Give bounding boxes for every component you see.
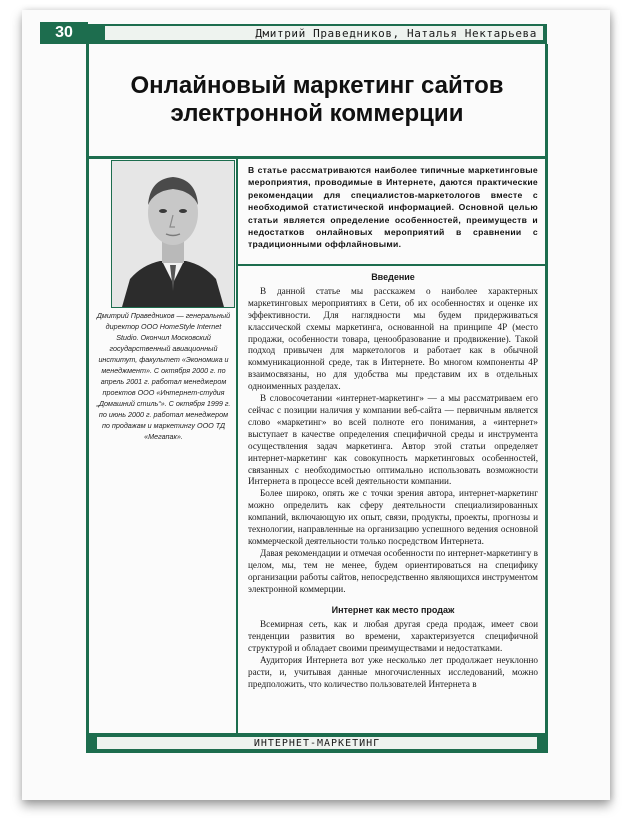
paragraph: Давая рекомендации и отмечая особенности по интернет-маркетингу в целом, мы, тем не менее, будем ориентироваться на специфику организации работы сайтов, непосредственно являющихся инструментом электронной коммерции. bbox=[248, 547, 538, 594]
author-bio: Дмитрий Праведников — генеральный директор ООО HomeStyle Internet Studio. Окончил Московский государственный авиационный институт, факультет «Экономика и менеджмент». С октября 2000 г. по апрель 2001 г. работал менеджером проектов ООО «Интернет-студия „Домашний стиль“». С октября 1999 г. по июнь 2000 г. работал менеджером по продажам и маркетингу ООО ТД «Мегапак». bbox=[96, 311, 231, 441]
section-heading-intro: Введение bbox=[371, 272, 415, 282]
paragraph: В словосочетании «интернет-маркетинг» — а мы рассматриваем его сейчас с позиции наличия у компании веб-сайта — первичным является слово «маркетинг» во всей полноте его понимания, а «интернет» выступает в качестве определения специфичной среды и инструмента осуществления задач маркетинга. Автор этой статьи определяет интернет-маркетинг как совокупность маркетинговых особенностей, связанных с необходимостью оптимально использовать возможности Интернета в процессе всей деятельности компании. bbox=[248, 393, 538, 487]
article-title-line2: электронной коммерции bbox=[170, 100, 464, 127]
paragraph: Аудитория Интернета вот уже несколько лет продолжает неуклонно расти, и, учитывая данные многочисленных исследований, можно предположить, что количество пользователей Интернета в bbox=[248, 655, 538, 689]
article-body bbox=[248, 272, 538, 691]
running-footer-section: ИНТЕРНЕТ-МАРКЕТИНГ bbox=[96, 736, 538, 750]
abstract-divider bbox=[238, 264, 545, 266]
author-portrait-image bbox=[112, 161, 234, 307]
frame-right-rule bbox=[545, 44, 548, 744]
author-photo bbox=[111, 160, 235, 308]
column-divider bbox=[236, 159, 238, 733]
section-heading-internet-sales: Интернет как место продаж bbox=[331, 605, 455, 616]
running-header-authors: Дмитрий Праведников, Наталья Нектарьева bbox=[104, 25, 544, 41]
paragraph: В данной статье мы расскажем о наиболее характерных маркетинговых мероприятиях в Сети, об их особенностях и оценке их эффективности. Для наглядности мы будем придерживаться классической схемы маркетинга, основанной на принципе 4P (место продажи, особенности товара, ценообразование и продвижение). Такой подход привычен для маркетологов и работает как в обычной коммуникационной среде, так в Интернете. Во многом компоненты 4P взаимосвязаны, но для удобства мы представим их в отдельных одноименных разделах. bbox=[248, 285, 538, 392]
title-block bbox=[89, 44, 545, 159]
article-title-line1: Онлайновый маркетинг сайтов bbox=[130, 72, 504, 99]
page-number: 30 bbox=[40, 22, 88, 44]
article-abstract: В статье рассматриваются наиболее типичные маркетинговые мероприятия, проводимые в Интернете, даются практические рекомендации для специалистов-маркетологов вместе с необходимой статистической информацией. Основной целью статьи является определение особенностей, преимуществ и недостатков онлайновых мероприятий в сравнении с традиционными оффлайновыми. bbox=[248, 165, 538, 250]
paragraph: Более широко, опять же с точки зрения автора, интернет-маркетинг можно определить как сферу деятельности специализированных компаний, включающую их опыт, связи, продукты, проекты, прогнозы и технологии, направленные на организацию успешного ведения основной коммерческой деятельности только посредством Интернета. bbox=[248, 488, 538, 546]
paragraph: Всемирная сеть, как и любая другая среда продаж, имеет свои тенденции развития во времени, характеризуется специфичной структурой и обладает своими преимуществами и недостатками. bbox=[248, 619, 538, 654]
